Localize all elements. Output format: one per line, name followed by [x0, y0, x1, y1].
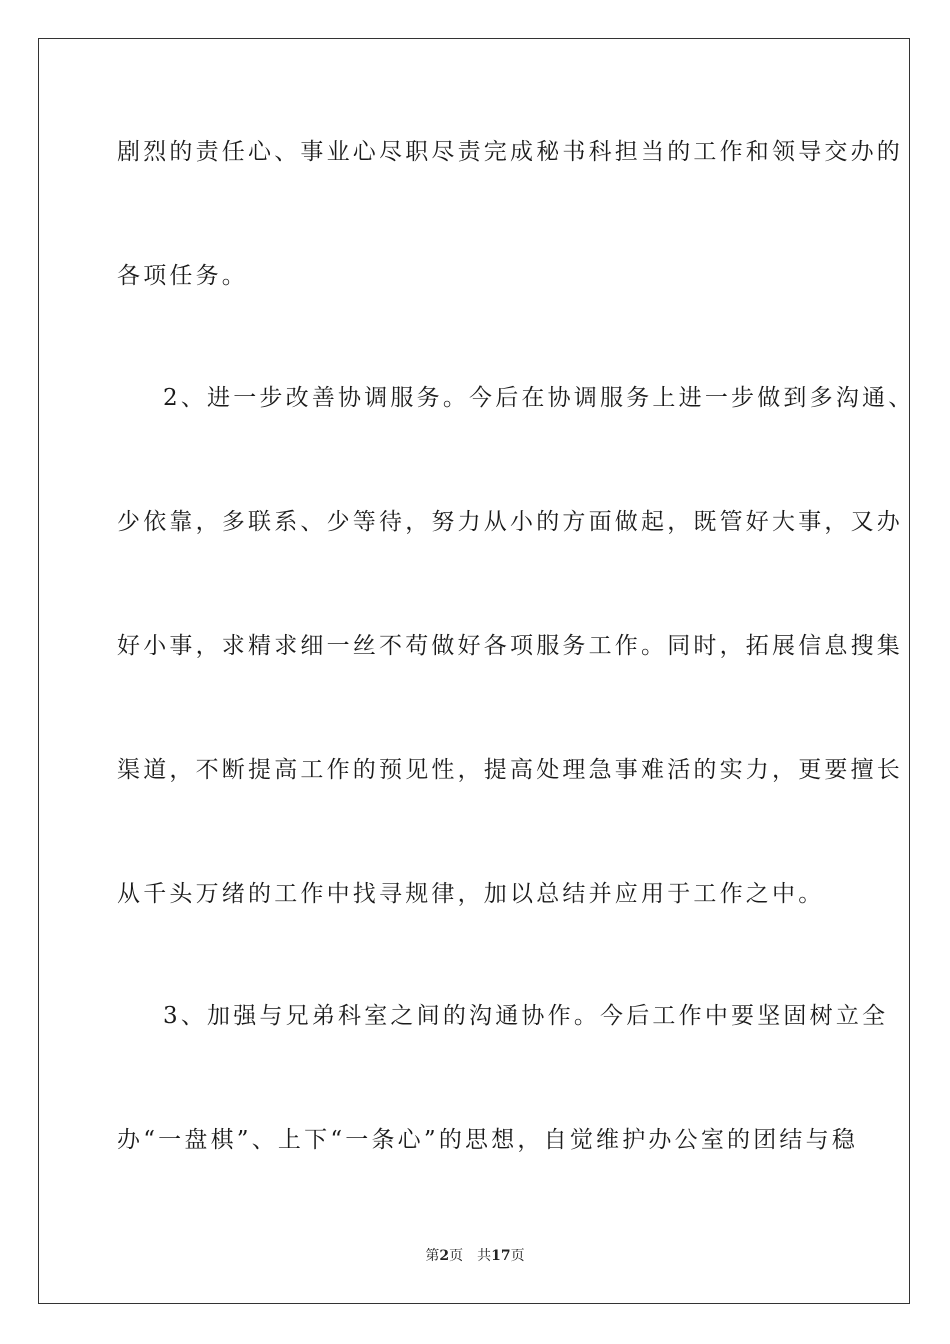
text-line: 3、加强与兄弟科室之间的沟通协作。今后工作中要坚固树立全 [163, 1003, 889, 1029]
text-line: 各项任务。 [117, 263, 248, 289]
page-footer [0, 1246, 950, 1266]
text-line: 少依靠，多联系、少等待，努力从小的方面做起，既管好大事，又办 [117, 509, 903, 535]
text-line: 剧烈的责任心、事业心尽职尽责完成秘书科担当的工作和领导交办的 [117, 139, 903, 165]
total-pages: 17 [491, 1248, 511, 1264]
page-suffix: 页 [449, 1248, 464, 1264]
text-line: 渠道，不断提高工作的预见性，提高处理急事难活的实力，更要擅长 [117, 757, 903, 783]
page-number: 2 [439, 1248, 450, 1264]
text-line: 好小事，求精求细一丝不苟做好各项服务工作。同时，拓展信息搜集 [117, 633, 903, 659]
text-line: 办“一盘棋”、上下“一条心”的思想，自觉维护办公室的团结与稳 [117, 1127, 859, 1153]
text-line: 从千头万绪的工作中找寻规律，加以总结并应用于工作之中。 [117, 881, 825, 907]
total-suffix: 页 [510, 1248, 525, 1264]
total-prefix: 共 [477, 1248, 492, 1264]
text-line: 2、进一步改善协调服务。今后在协调服务上进一步做到多沟通、 [163, 385, 915, 411]
page-prefix: 第 [425, 1248, 440, 1264]
page-border [38, 38, 910, 1304]
